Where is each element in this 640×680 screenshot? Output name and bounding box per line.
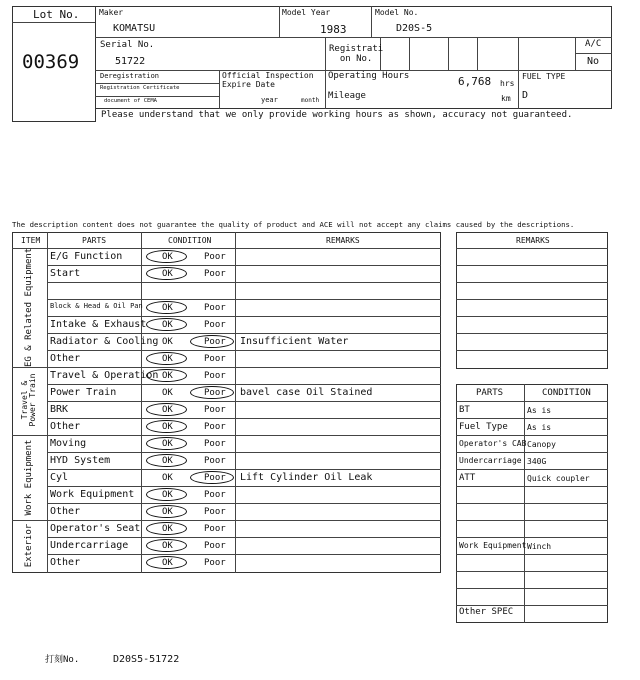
- poor-option: Poor: [204, 541, 226, 551]
- row-divider: [47, 265, 441, 266]
- model-year-label: Model Year: [282, 8, 331, 17]
- km-label: km: [501, 94, 511, 103]
- right-remarks-header: REMARKS: [516, 236, 550, 245]
- part-label: Block & Head & Oil Pan: [50, 302, 143, 310]
- row-divider: [456, 520, 608, 521]
- ok-selected-mark: [146, 352, 187, 365]
- model-no-value: D20S-5: [396, 23, 433, 34]
- fuel-type-value: D: [522, 90, 529, 101]
- spec-condition-value: As is: [527, 406, 552, 415]
- ok-selected-mark: [146, 403, 187, 416]
- ok-selected-mark: [146, 437, 187, 450]
- row-divider: [12, 520, 441, 521]
- poor-option: Poor: [204, 490, 226, 500]
- spec-part-label: BT: [459, 405, 470, 415]
- row-divider: [12, 435, 441, 436]
- ok-selected-mark: [146, 369, 187, 382]
- row-divider: [47, 350, 441, 351]
- row-divider: [47, 316, 441, 317]
- ok-selected-mark: [146, 505, 187, 518]
- row-divider: [12, 367, 441, 368]
- row-divider: [456, 486, 608, 487]
- spec-part-label: Fuel Type: [459, 422, 508, 432]
- registration-label: Registrati on No.: [329, 44, 384, 65]
- poor-option: Poor: [204, 303, 226, 313]
- poor-option: Poor: [204, 422, 226, 432]
- row-divider: [47, 418, 441, 419]
- item-group-label: Work Equipment: [23, 439, 34, 515]
- item-group-label: EG & Related Equipment: [23, 247, 34, 367]
- ok-option: OK: [162, 388, 173, 398]
- poor-selected-mark: [190, 471, 234, 484]
- maker-label: Maker: [99, 8, 124, 17]
- spec-part-label: Other SPEC: [459, 607, 514, 617]
- ok-option: OK: [162, 337, 173, 347]
- ok-option: OK: [162, 456, 173, 466]
- spec-condition-value: Winch: [527, 542, 552, 551]
- ok-option: OK: [162, 541, 173, 551]
- ok-selected-mark: [146, 250, 187, 263]
- poor-option: Poor: [204, 439, 226, 449]
- ok-option: OK: [162, 558, 173, 568]
- part-label: Power Train: [50, 387, 117, 398]
- row-divider: [456, 503, 608, 504]
- row-divider: [47, 486, 441, 487]
- ok-option: OK: [162, 269, 173, 279]
- row-divider: [47, 282, 441, 283]
- row-divider: [456, 469, 608, 470]
- ok-option: OK: [162, 303, 173, 313]
- poor-option: Poor: [204, 405, 226, 415]
- row-divider: [47, 554, 441, 555]
- ok-selected-mark: [146, 522, 187, 535]
- poor-option: Poor: [204, 269, 226, 279]
- ok-option: OK: [162, 422, 173, 432]
- part-label: E/G Function: [50, 251, 123, 262]
- spec-part-label: ATT: [459, 473, 476, 483]
- maker-value: KOMATSU: [113, 23, 156, 34]
- part-label: Undercarriage: [50, 540, 129, 551]
- serial-value: 51722: [115, 56, 146, 67]
- ok-option: OK: [162, 507, 173, 517]
- poor-option: Poor: [204, 473, 226, 483]
- ac-label: A/C: [585, 39, 602, 49]
- part-label: Other: [50, 506, 81, 517]
- ok-option: OK: [162, 473, 173, 483]
- ok-option: OK: [162, 524, 173, 534]
- col-parts-header: PARTS: [82, 236, 107, 245]
- operating-hours-value: 6,768: [458, 75, 492, 88]
- part-label: Travel & Operation: [50, 370, 159, 381]
- poor-option: Poor: [204, 456, 226, 466]
- poor-option: Poor: [204, 558, 226, 568]
- poor-option: Poor: [204, 371, 226, 381]
- part-label: Other: [50, 421, 81, 432]
- row-divider: [47, 299, 441, 300]
- ok-option: OK: [162, 405, 173, 415]
- row-divider: [47, 384, 441, 385]
- ok-option: OK: [162, 320, 173, 330]
- poor-option: Poor: [204, 337, 226, 347]
- part-label: HYD System: [50, 455, 111, 466]
- poor-option: Poor: [204, 507, 226, 517]
- stamp-value: D20S5-51722: [113, 654, 180, 665]
- month-label: month: [301, 97, 320, 104]
- ok-option: OK: [162, 490, 173, 500]
- poor-selected-mark: [190, 386, 234, 399]
- part-label: Intake & Exhaust: [50, 319, 147, 330]
- remark-text: Lift Cylinder Oil Leak: [240, 472, 373, 483]
- ok-selected-mark: [146, 556, 187, 569]
- col-item-header: ITEM: [21, 236, 41, 245]
- part-label: Operator's Seat: [50, 523, 141, 534]
- spec-condition-value: Quick coupler: [527, 474, 590, 483]
- row-divider: [456, 401, 608, 402]
- year-label: year: [261, 96, 278, 104]
- row-divider: [456, 588, 608, 589]
- col-condition-header: CONDITION: [168, 236, 212, 245]
- item-group-label: Travel & Power Train: [20, 373, 37, 427]
- model-year-value: 1983: [320, 23, 347, 36]
- ok-selected-mark: [146, 420, 187, 433]
- row-divider: [456, 605, 608, 606]
- poor-option: Poor: [204, 388, 226, 398]
- item-group-label: Exterior: [23, 523, 34, 567]
- row-divider: [47, 452, 441, 453]
- row-divider: [47, 537, 441, 538]
- spec-condition-header: CONDITION: [542, 388, 591, 398]
- part-label: Radiator & Cooling: [50, 336, 159, 347]
- row-divider: [456, 537, 608, 538]
- ac-value: No: [587, 56, 600, 67]
- ok-option: OK: [162, 252, 173, 262]
- lot-number: 00369: [22, 51, 80, 73]
- ok-selected-mark: [146, 488, 187, 501]
- spec-condition-value: As is: [527, 423, 552, 432]
- row-divider: [456, 452, 608, 453]
- spec-part-label: Operator's CAB: [459, 439, 527, 448]
- part-label: Other: [50, 353, 81, 364]
- row-divider: [456, 571, 608, 572]
- ok-selected-mark: [146, 454, 187, 467]
- poor-option: Poor: [204, 524, 226, 534]
- part-label: Work Equipment: [50, 489, 135, 500]
- remark-text: Insufficient Water: [240, 336, 349, 347]
- operating-hours-label: Operating Hours: [328, 71, 410, 81]
- ok-selected-mark: [146, 301, 187, 314]
- row-divider: [47, 503, 441, 504]
- mileage-label: Mileage: [328, 91, 366, 101]
- poor-option: Poor: [204, 252, 226, 262]
- ok-selected-mark: [146, 267, 187, 280]
- remark-text: bavel case Oil Stained: [240, 387, 373, 398]
- model-no-label: Model No.: [375, 8, 419, 17]
- registration-cert-label: Registration Certificate: [100, 85, 180, 91]
- poor-selected-mark: [190, 335, 234, 348]
- spec-part-label: Work Equipment: [459, 541, 527, 550]
- part-label: Start: [50, 268, 81, 279]
- part-label: Cyl: [50, 472, 69, 483]
- row-divider: [47, 401, 441, 402]
- stamp-label: 打刻No.: [45, 655, 80, 665]
- col-remarks-header: REMARKS: [326, 236, 360, 245]
- row-divider: [456, 418, 608, 419]
- spec-condition-value: 340G: [527, 457, 547, 466]
- cema-label: document of CEMA: [104, 98, 157, 104]
- fuel-type-label: FUEL TYPE: [522, 72, 566, 81]
- deregistration-label: Deregistration: [100, 72, 160, 80]
- hours-notice: Please understand that we only provide working hours as shown, accuracy not guaranteed.: [101, 110, 573, 120]
- spec-parts-header: PARTS: [476, 388, 504, 398]
- inspection-label: Official Inspection Expire Date: [222, 71, 314, 89]
- ok-option: OK: [162, 371, 173, 381]
- row-divider: [456, 554, 608, 555]
- lot-label: Lot No.: [33, 8, 80, 21]
- ok-option: OK: [162, 439, 173, 449]
- ok-selected-mark: [146, 318, 187, 331]
- row-divider: [47, 469, 441, 470]
- serial-label: Serial No.: [100, 40, 155, 50]
- disclaimer: The description content does not guarantee the quality of product and ACE will not accept any claims caused by the descriptions.: [12, 220, 575, 229]
- hrs-label: hrs: [500, 79, 515, 88]
- spec-part-label: Undercarriage: [459, 456, 522, 465]
- part-label: Other: [50, 557, 81, 568]
- part-label: Moving: [50, 438, 87, 449]
- ok-selected-mark: [146, 539, 187, 552]
- ok-option: OK: [162, 354, 173, 364]
- poor-option: Poor: [204, 320, 226, 330]
- row-divider: [47, 333, 441, 334]
- part-label: BRK: [50, 404, 69, 415]
- row-divider: [456, 435, 608, 436]
- spec-condition-value: Canopy: [527, 440, 556, 449]
- poor-option: Poor: [204, 354, 226, 364]
